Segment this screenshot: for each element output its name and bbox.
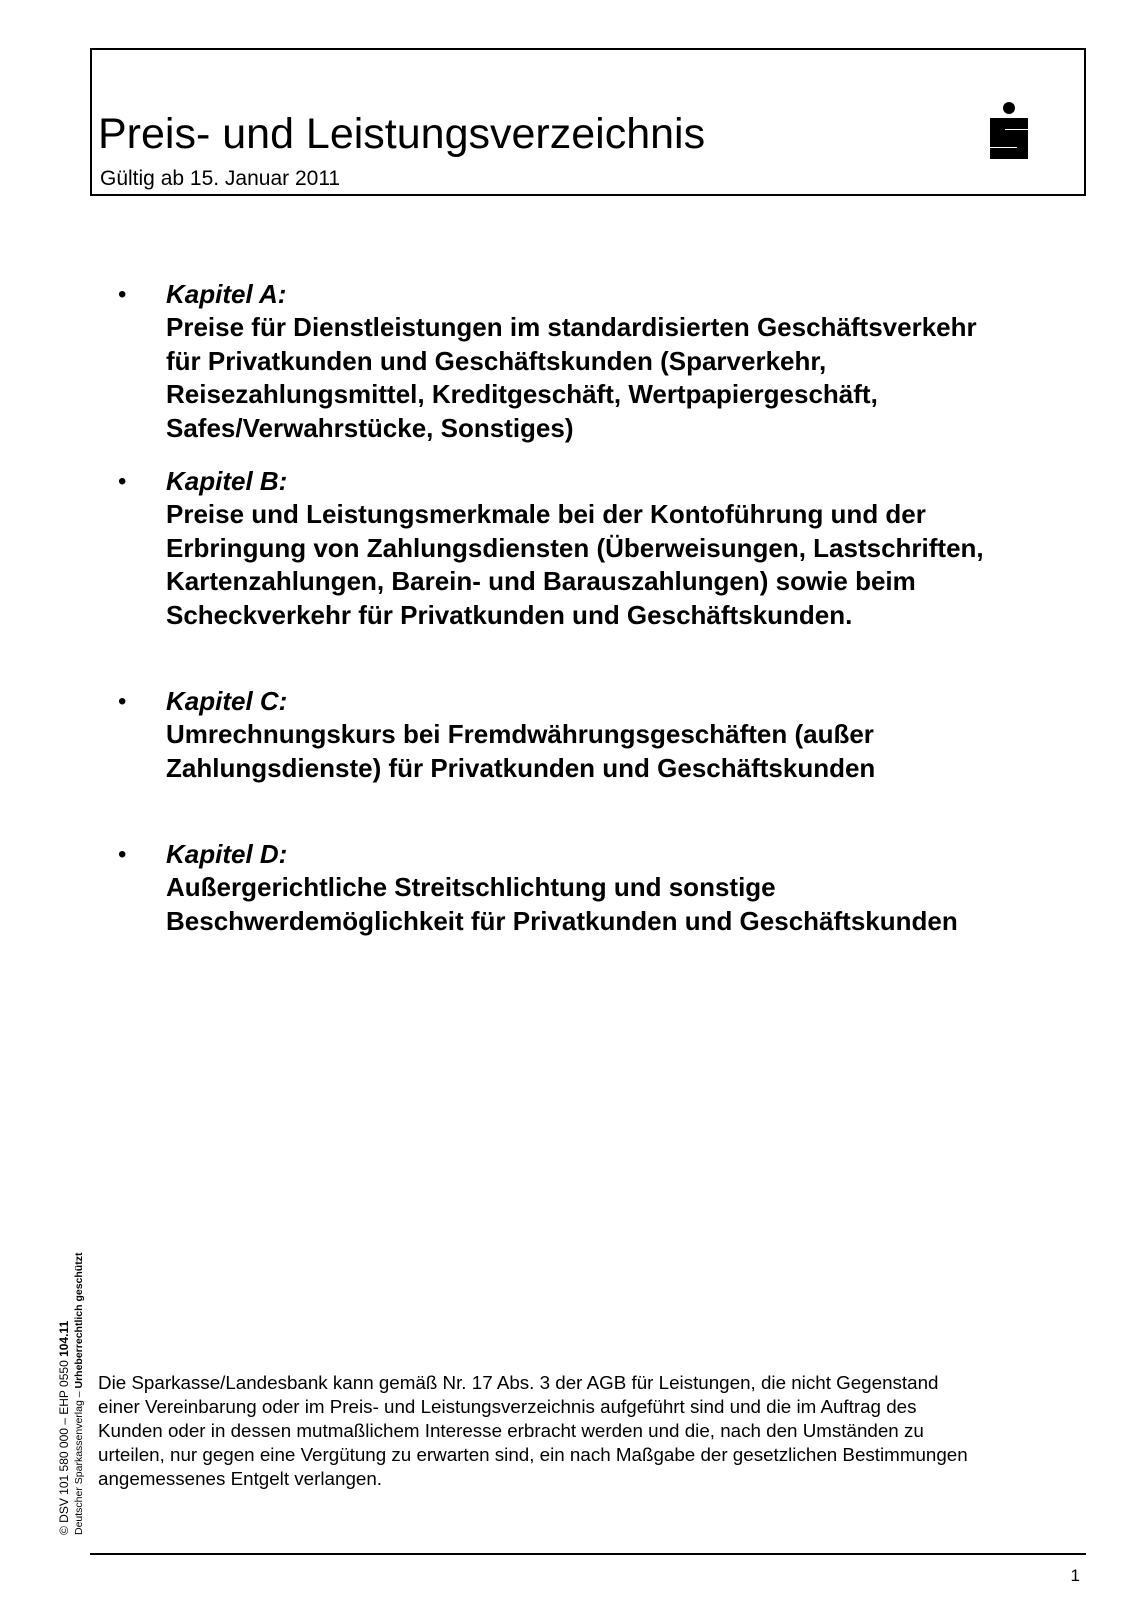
chapter-description-line: für Privatkunden und Geschäftskunden (Sparverkehr, (166, 345, 827, 376)
chapter-description-line: Beschwerdemöglichkeit für Privatkunden und Geschäftskunden (166, 905, 958, 936)
chapter-description-line: Zahlungsdienste) für Privatkunden und Geschäftskunden (166, 752, 876, 783)
document-subtitle: Gültig ab 15. Januar 2011 (100, 167, 341, 190)
chapter-item (118, 685, 1078, 785)
footer-rule (90, 1553, 1086, 1555)
bullet-icon: • (118, 688, 127, 715)
side-publisher-line (72, 1245, 87, 1535)
chapter-item (118, 278, 1078, 445)
chapter-description (166, 498, 1078, 632)
chapter-description-line: Umrechnungskurs bei Fremdwährungsgeschäften (außer (166, 719, 874, 749)
chapter-description (166, 311, 1078, 445)
chapter-description-line: Scheckverkehr für Privatkunden und Geschäftskunden. (166, 599, 853, 630)
side-copyright: Urheberrechtlich geschützt (73, 1252, 85, 1389)
chapter-description-line: Preise und Leistungsmerkmale bei der Kontoführung und der (166, 499, 926, 529)
chapter-description-line: Reisezahlungsmittel, Kreditgeschäft, Wertpapiergeschäft, (166, 379, 878, 409)
side-copyright-note (57, 1245, 87, 1535)
chapter-label: Kapitel D: (166, 839, 288, 869)
header-box (90, 48, 1086, 196)
chapter-description (166, 718, 1078, 785)
bullet-icon: • (118, 281, 127, 308)
side-publisher: Deutscher Sparkassenverlag – (73, 1388, 85, 1535)
side-code-line (57, 1245, 72, 1535)
chapter-description-line: Kartenzahlungen, Barein- und Barauszahlungen) sowie beim (166, 566, 916, 596)
chapter-label: Kapitel B: (166, 466, 288, 496)
footnote-line: einer Vereinbarung oder im Preis- und Leistungsverzeichnis aufgeführt sind und die im Auftrag des (98, 1396, 917, 1417)
chapter-item (118, 838, 1078, 938)
footnote-line: Die Sparkasse/Landesbank kann gemäß Nr. 17 Abs. 3 der AGB für Leistungen, die nicht Gegenstand (98, 1372, 939, 1393)
page-number: 1 (1070, 1566, 1080, 1585)
chapter-description-line: Safes/Verwahrstücke, Sonstiges) (166, 412, 574, 443)
chapter-label: Kapitel C: (166, 686, 288, 716)
footnote-line: urteilen, nur gegen eine Vergütung zu erwarten sind, ein nach Maßgabe der gesetzlichen Bestimmungen (98, 1444, 968, 1465)
chapter-list (118, 278, 1078, 938)
chapter-description-line: Außergerichtliche Streitschlichtung und sonstige (166, 872, 776, 902)
document-title: Preis- und Leistungsverzeichnis (98, 110, 706, 158)
sparkasse-logo-icon (986, 102, 1032, 164)
side-code: © DSV 101 580 000 – EHP 0550 (57, 1356, 71, 1535)
bullet-icon: • (118, 468, 127, 495)
chapter-label: Kapitel A: (166, 279, 287, 309)
footnote-line: angemessenes Entgelt verlangen. (98, 1468, 382, 1489)
footnote-line: Kunden oder in dessen mutmaßlichem Interesse erbracht werden und die, nach den Umständen zu (98, 1420, 924, 1441)
footnote (98, 1371, 1088, 1491)
chapter-description-line: Erbringung von Zahlungsdiensten (Überweisungen, Lastschriften, (166, 532, 984, 563)
side-code-version: 104.11 (57, 1320, 71, 1357)
chapter-description (166, 871, 1078, 938)
bullet-icon: • (118, 841, 127, 868)
chapter-item (118, 465, 1078, 632)
chapter-description-line: Preise für Dienstleistungen im standardisierten Geschäftsverkehr (166, 312, 977, 342)
